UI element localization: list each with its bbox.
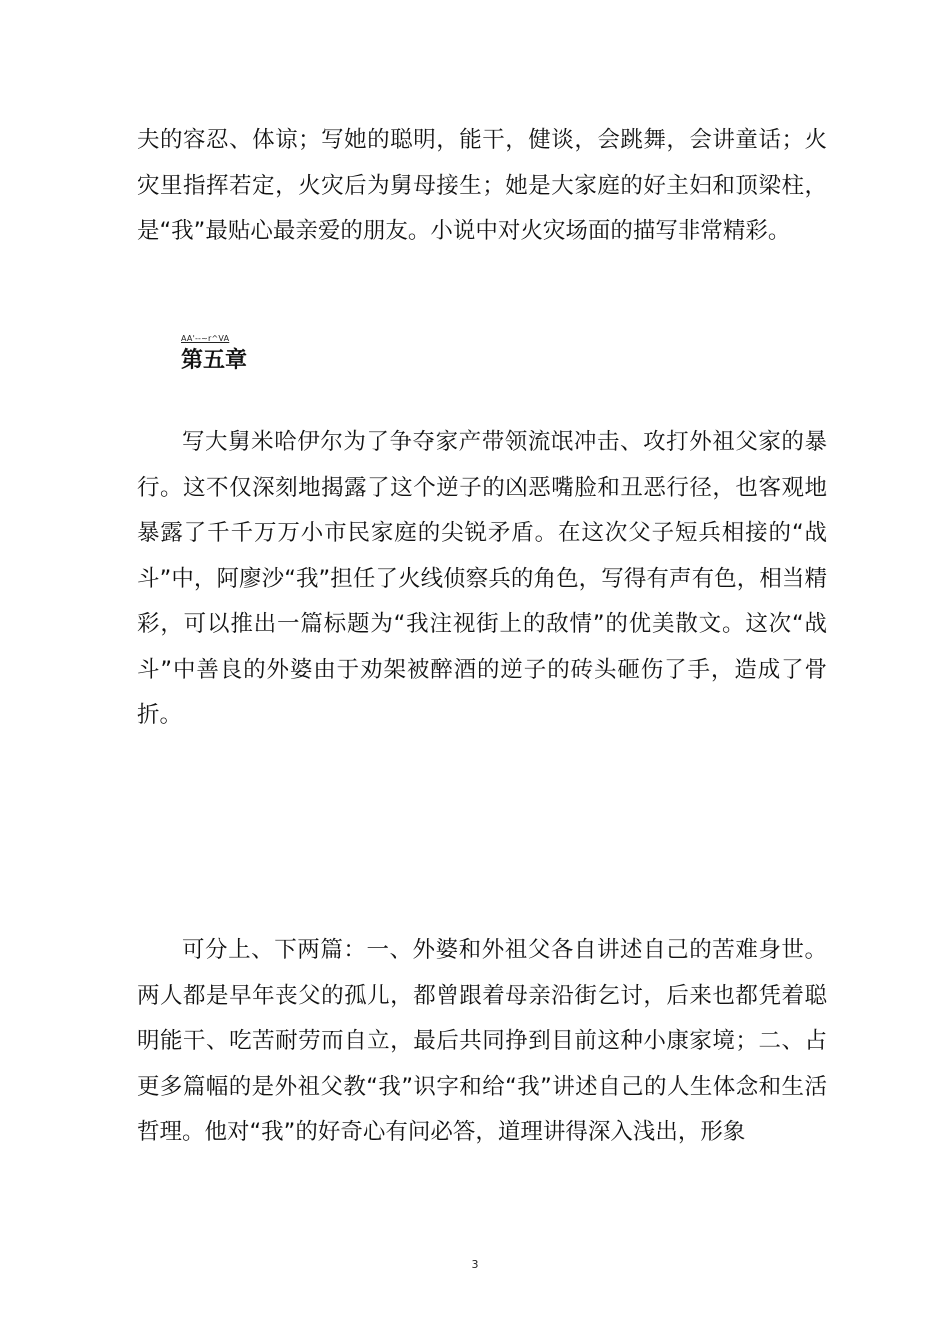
paragraph-chapter-five: 写大舅米哈伊尔为了争夺家产带领流氓冲击、攻打外祖父家的暴行。这不仅深刻地揭露了这个逆子的凶恶嘴脸和丑恶行径，也客观地暴露了千千万万小市民家庭的尖锐矛盾。在这次父子短兵相接的“战斗”中，阿廖沙“我”担任了火线侦察兵的角色，写得有声有色，相当精彩，可以推出一篇标题为“我注视街上的敌情”的优美散文。这次“战斗”中善良的外婆由于劝架被醉酒的逆子的砖头砸伤了手，造成了骨折。 <box>137 429 827 728</box>
paragraph-grandmother-summary: 夫的容忍、体谅；写她的聪明，能干，健谈，会跳舞，会讲童话；火灾里指挥若定，火灾后为舅母接生；她是大家庭的好主妇和顶梁柱，是“我”最贴心最亲爱的朋友。小说中对火灾场面的描写非常精彩。 <box>137 127 827 244</box>
scan-artifact-text: AA'--~r^VA <box>181 334 230 343</box>
chapter-heading: 第五章 <box>181 348 248 373</box>
paragraph-two-parts: 可分上、下两篇：一、外婆和外祖父各自讲述自己的苦难身世。两人都是早年丧父的孤儿，都曾跟着母亲沿街乞讨，后来也都凭着聪明能干、吃苦耐劳而自立，最后共同挣到目前这种小康家境；二、占更多篇幅的是外祖父教“我”识字和给“我”讲述自己的人生体念和生活哲理。他对“我”的好奇心有问必答，道理讲得深入浅出，形象 <box>137 937 827 1145</box>
page-number: 3 <box>471 1258 479 1271</box>
